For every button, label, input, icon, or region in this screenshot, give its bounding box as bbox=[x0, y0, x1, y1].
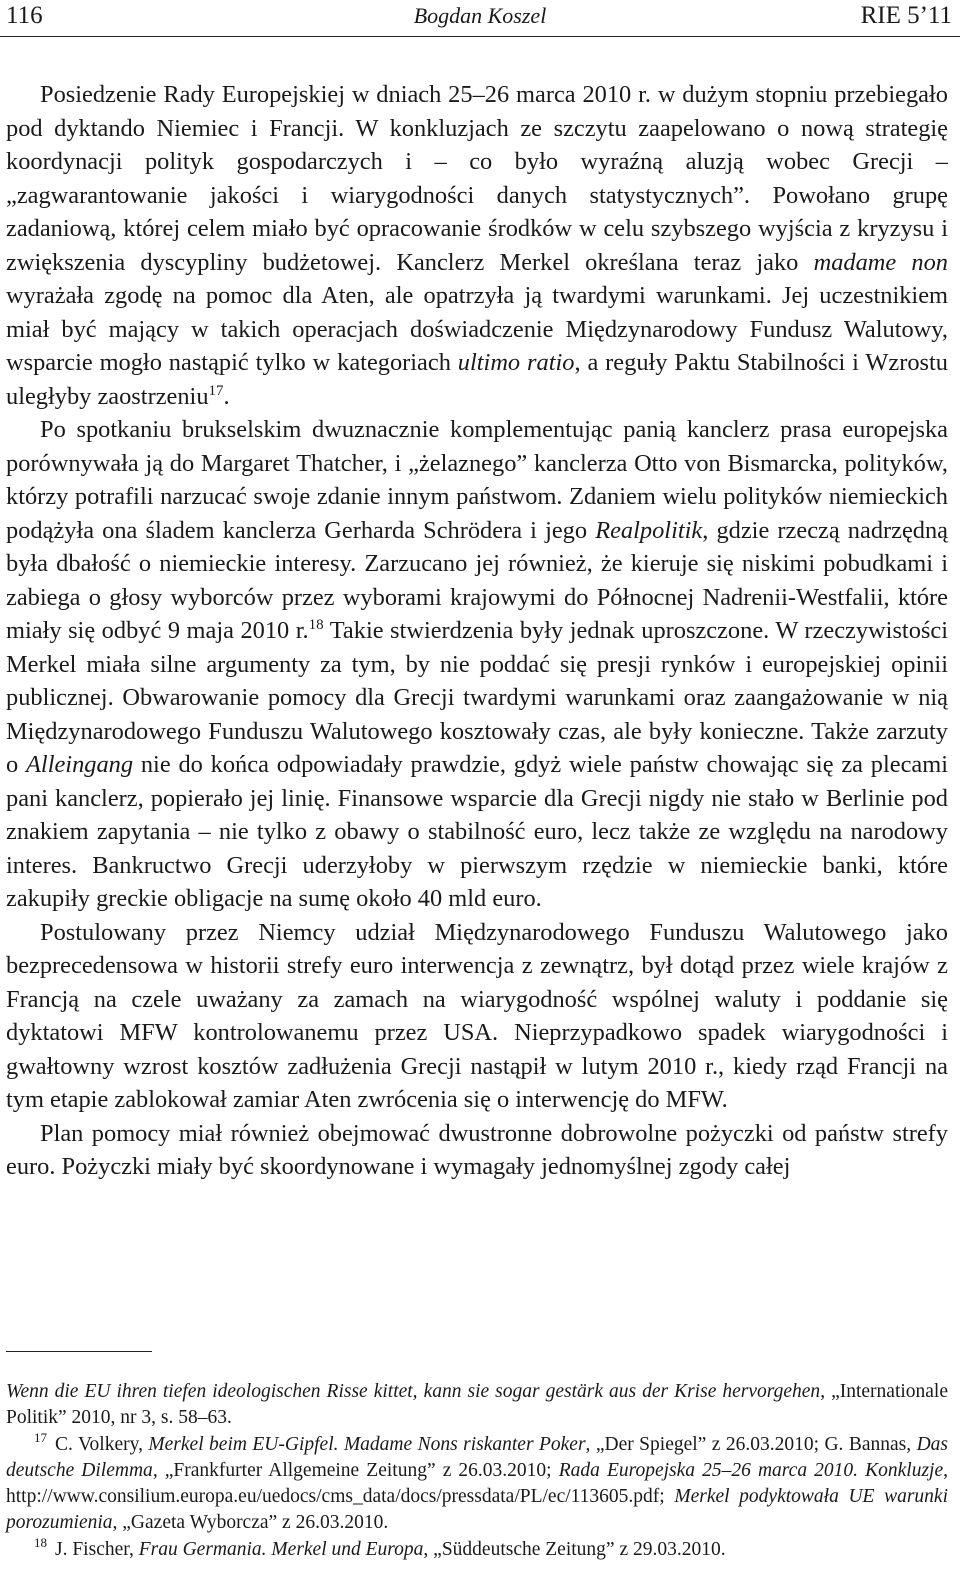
text-run: Posiedzenie Rady Europejskiej w dniach 25–26 marca 2010 r. w dużym stopniu przebiegało pod dyktando Niemiec i Francji. W konkluzjach ze szczytu zaapelowano o nową strategię koordynacji polityk gospodarczych i – co było wyraźną aluzją wobec Grecji – „zagwarantowanie jakości i wiarygodności danych statystycznych”. Powołano grupę zadaniową, której celem miało być opracowanie środków w celu szybszego wyjścia z kryzysu i zwiększenia dyscypliny budżetowej. Kanclerz Merkel określana teraz jako bbox=[6, 81, 948, 276]
italic-title: Frau Germania. Merkel und Europa bbox=[138, 1538, 424, 1560]
text-run: , gdzie rzeczą nadrzędną była dbałość o niemieckie interesy. Zarzucano jej również, że kieruje się niskimi pobudkami i zabiega o głosy wyborców przez wyborami krajowymi do Północnej Nadrenii-Westfalii, które miały się odbyć 9 maja 2010 r. bbox=[6, 516, 949, 644]
footnote-18 bbox=[6, 1534, 948, 1563]
text-run: C. Volkery, bbox=[55, 1433, 149, 1455]
body-text bbox=[6, 78, 948, 1184]
text-run: , „Gazeta Wyborcza” z 26.03.2010. bbox=[112, 1512, 389, 1534]
italic-title: Merkel beim EU-Gipfel. Madame Nons riskanter Poker bbox=[148, 1433, 586, 1455]
header-rule bbox=[0, 36, 960, 37]
footnote-ref-17[interactable]: 17 bbox=[208, 382, 224, 399]
italic-title: Merkel podyktowała UE warunki porozumienia bbox=[6, 1486, 948, 1534]
paragraph-4: Plan pomocy miał również obejmować dwustronne dobrowolne pożyczki od państw strefy euro. Pożyczki miały być skoordynowane i wymagały jednomyślnej zgody całej bbox=[6, 1119, 948, 1180]
text-run: wyrażała zgodę na pomoc dla Aten, ale opatrzyła ją twardymi warunkami. Jej uczestnikiem miał być mający w takich operacjach doświadczenie Międzynarodowy Fundusz Walutowy, wsparcie mogło nastąpić tylko w kategoriach bbox=[6, 282, 948, 376]
italic-term: ultimo ratio bbox=[457, 349, 575, 376]
text-run: , „Frankfurter Allgemeine Zeitung” z 26.03.2010; bbox=[152, 1459, 559, 1481]
italic-title: Rada Europejska 25–26 marca 2010. Konkluzje bbox=[558, 1459, 944, 1481]
footnote-continuation bbox=[6, 1379, 948, 1432]
text-run: nie do końca odpowiadały prawdzie, gdyż wiele państw chowając się za plecami pani kanclerz, popierało jej linię. Finansowe wsparcie dla Grecji nigdy nie stało w Berlinie pod znakiem zapytania – nie tylko z obawy o stabilność euro, lecz także ze względu na narodowy interes. Bankructwo Grecji uderzyłoby w pierwszym rzędzie w niemieckie banki, które zakupiły greckie obligacje na sumę około 40 mld euro. bbox=[6, 751, 948, 912]
paragraph-2 bbox=[6, 413, 948, 916]
italic-term: Alleingang bbox=[26, 751, 134, 778]
page-number: 116 bbox=[6, 2, 43, 29]
italic-title: Wenn die EU ihren tiefen ideologischen Risse kittet, kann sie sogar gestärk aus der Krise hervorgehen bbox=[6, 1381, 821, 1402]
italic-term: Realpolitik bbox=[595, 516, 703, 544]
journal-reference: RIE 5’11 bbox=[860, 2, 952, 29]
text-run: , „Der Spiegel” z 26.03.2010; G. Bannas, bbox=[585, 1433, 917, 1455]
text-run: Po spotkaniu brukselskim dwuznacznie komplementując panią kanclerz prasa europejska porównywała ją do Margaret Thatcher, i „żelaznego” kanclerza Otto von Bismarcka, polityków, którzy potrafili narzucać swoje zdanie innym państwom. Zdaniem wielu polityków niemieckich podążyła ona śladem kanclerza Gerharda Schrödera i jego bbox=[6, 416, 948, 544]
paragraph-3: Postulowany przez Niemcy udział Międzynarodowego Funduszu Walutowego jako bezprecedensowa w historii strefy euro interwencja z zewnątrz, był dotąd przez wiele krajów z Francją na czele uważany za zamach na wiarygodność wspólnej waluty i poddanie się dyktatowi MFW kontrolowanemu przez USA. Nieprzypadkowo spadek wiarygodności i gwałtowny wzrost kosztów zadłużenia Grecji nastąpił w lutym 2010 r., kiedy rząd Francji na tym etapie zablokował zamiar Aten zwrócenia się o interwencję do MFW. bbox=[6, 918, 948, 1113]
footnote-ref-18[interactable]: 18 bbox=[308, 617, 324, 633]
paragraph-1 bbox=[6, 78, 948, 413]
italic-term: madame non bbox=[813, 248, 948, 276]
text-run: . bbox=[223, 382, 230, 410]
footnote-number: 18 bbox=[34, 1534, 47, 1550]
running-author: Bogdan Koszel bbox=[413, 3, 547, 28]
text-run: J. Fischer, bbox=[55, 1538, 139, 1560]
italic-title: Das deutsche Dilemma bbox=[6, 1433, 948, 1481]
text-run: , „Internationale Politik” 2010, nr 3, s. 58–63. bbox=[6, 1381, 949, 1429]
footnotes bbox=[6, 1379, 948, 1563]
text-run: , „Süddeutsche Zeitung” z 29.03.2010. bbox=[423, 1538, 726, 1560]
footnote-number: 17 bbox=[34, 1429, 47, 1445]
text-run: , a reguły Paktu Stabilności i Wzrostu uległyby zaostrzeniu bbox=[6, 349, 948, 410]
running-header bbox=[0, 0, 960, 34]
footnote-rule bbox=[6, 1351, 152, 1352]
text-run[interactable]: , http://www.consilium.europa.eu/uedocs/cms_data/docs/pressdata/PL/ec/113605.pdf; bbox=[6, 1459, 948, 1508]
text-run: Takie stwierdzenia były jednak uproszczone. W rzeczywistości Merkel miała silne argumenty za tym, by nie poddać się presji rynków i europejskiej opinii publicznej. Obwarowanie pomocy dla Grecji twardymi warunkami oraz zaangażowanie w nią Międzynarodowego Funduszu Walutowego kosztowały czas, ale były konieczne. Także zarzuty o bbox=[6, 617, 948, 778]
footnote-17 bbox=[6, 1429, 948, 1537]
